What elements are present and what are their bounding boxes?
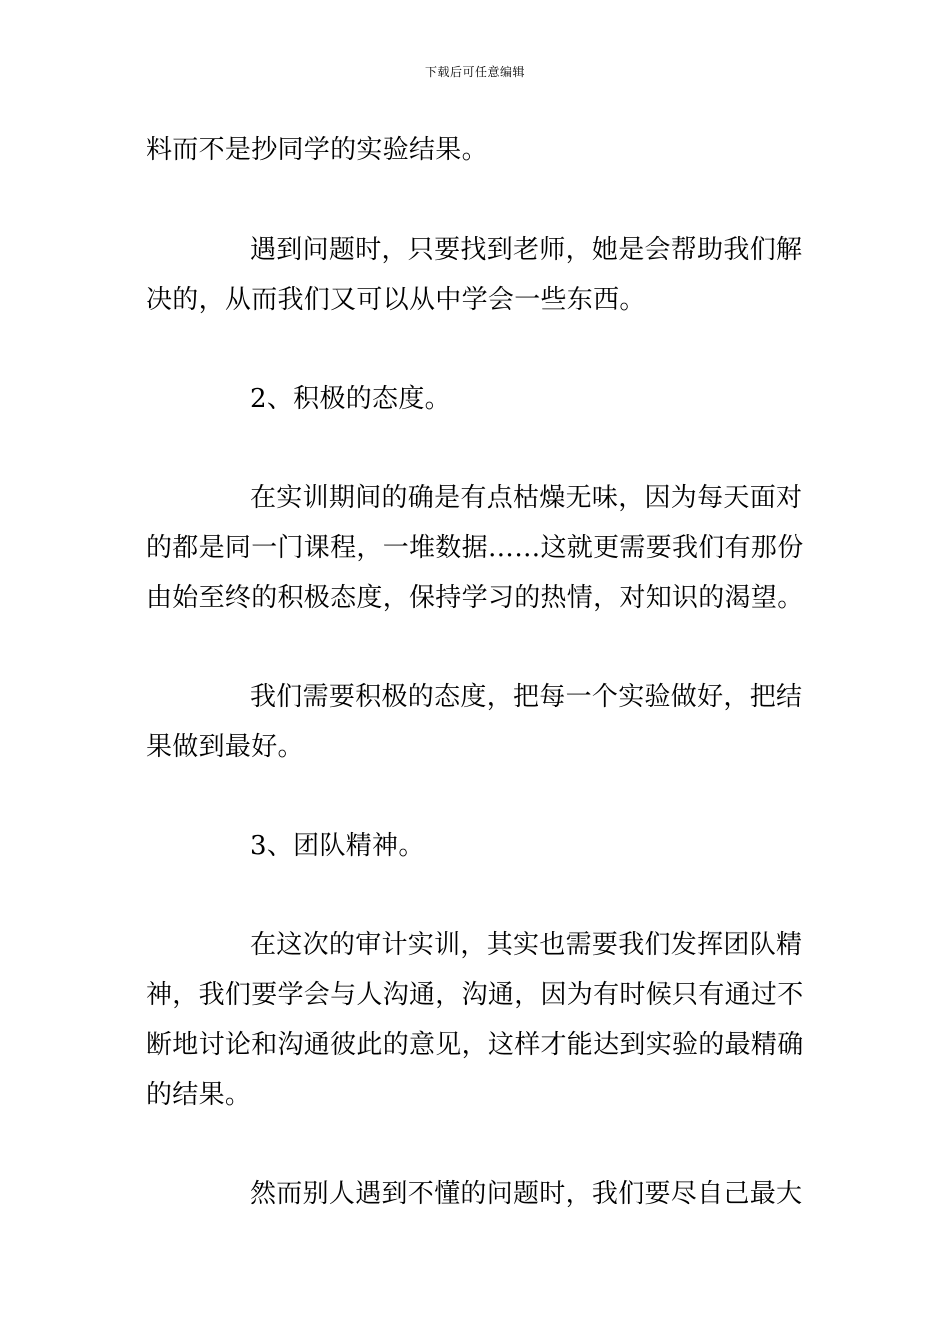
text-line-6: 的都是同一门课程，一堆数据……这就更需要我们有那份 (146, 533, 804, 563)
text-line-8: 我们需要积极的态度，把每一个实验做好，把结 (250, 682, 803, 712)
text-line-11: 在这次的审计实训，其实也需要我们发挥团队精 (250, 930, 803, 960)
text-line-13: 断地讨论和沟通彼此的意见，这样才能达到实验的最精确 (146, 1030, 804, 1060)
text-line-1: 料而不是抄同学的实验结果。 (146, 135, 488, 165)
text-line-5: 在实训期间的确是有点枯燥无味，因为每天面对 (250, 483, 803, 513)
page-header: 下载后可任意编辑 (424, 65, 525, 79)
text-line-12: 神，我们要学会与人沟通，沟通，因为有时候只有通过不 (146, 980, 804, 1010)
text-line-3: 决的，从而我们又可以从中学会一些东西。 (146, 285, 646, 315)
text-line-9: 果做到最好。 (146, 732, 304, 762)
text-line-2: 遇到问题时，只要找到老师，她是会帮助我们解 (250, 235, 803, 265)
text-line-7: 由始至终的积极态度，保持学习的热情，对知识的渴望。 (146, 583, 804, 613)
text-line-14: 的结果。 (146, 1080, 252, 1110)
section-heading-2: 2、积极的态度。 (250, 384, 451, 414)
section-heading-3: 3、团队精神。 (250, 831, 425, 861)
text-line-15: 然而别人遇到不懂的问题时，我们要尽自己最大 (250, 1179, 803, 1209)
